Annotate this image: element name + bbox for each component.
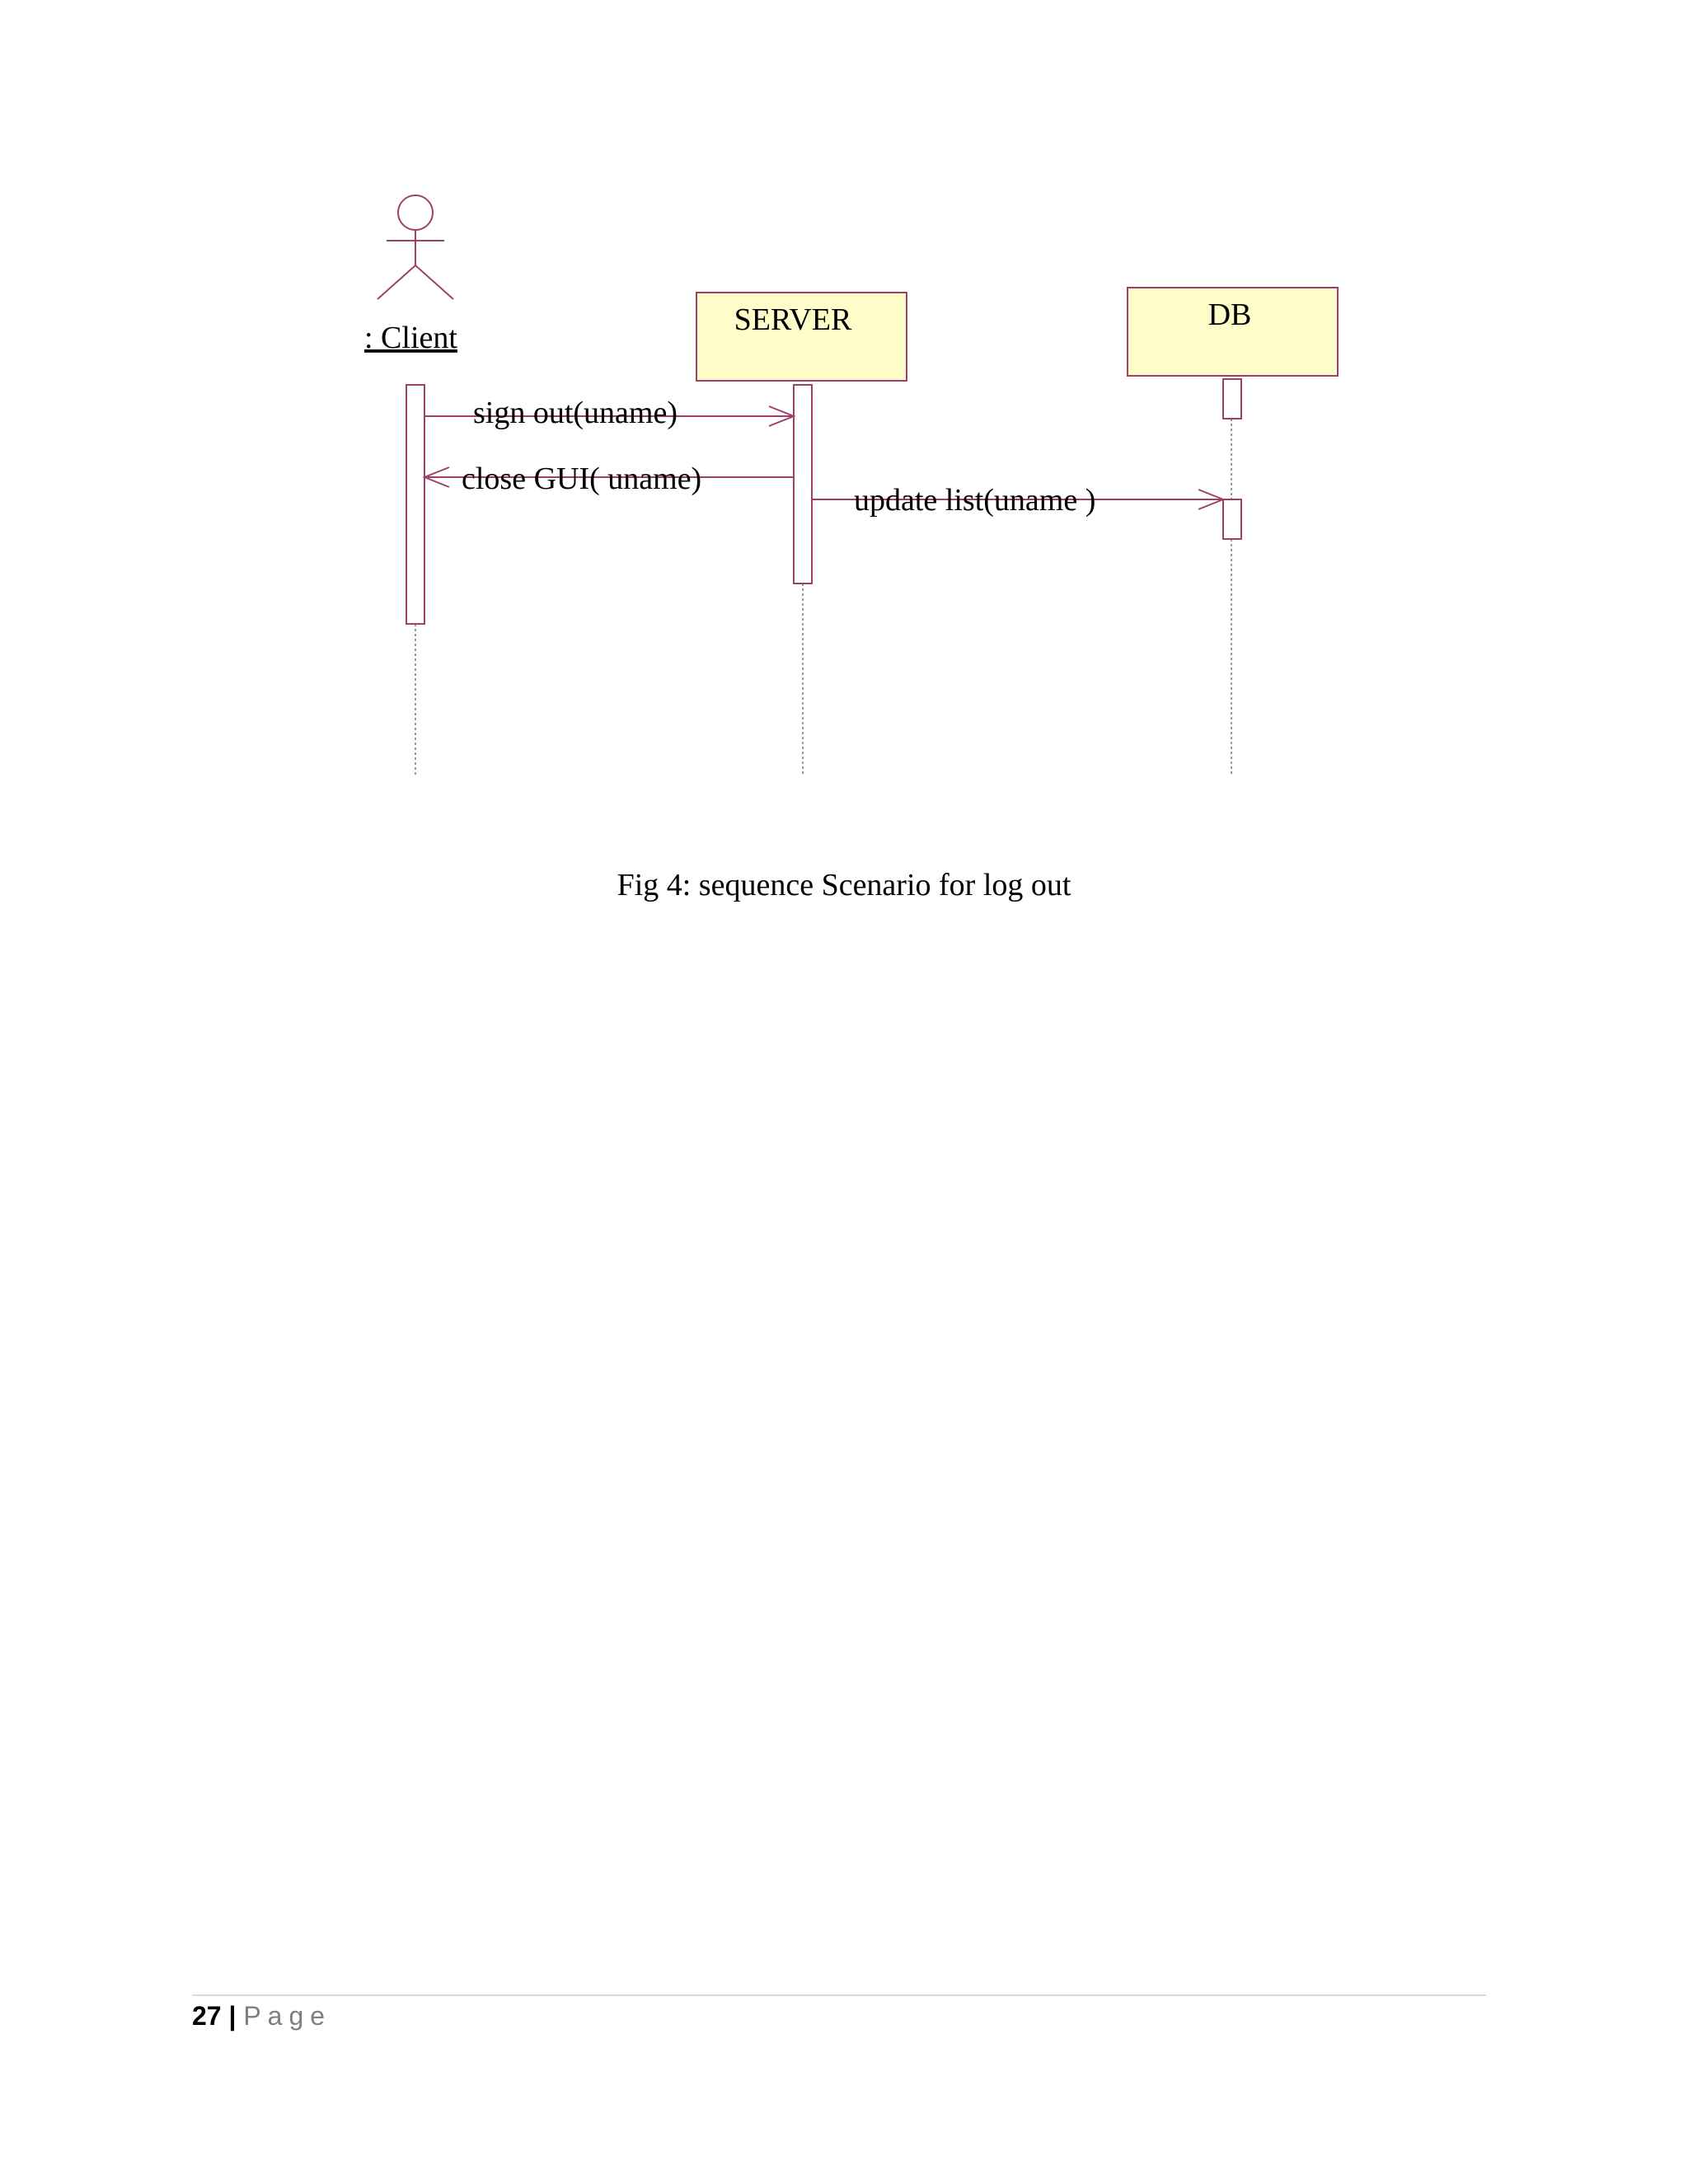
page-footer bbox=[192, 2001, 331, 2032]
server-object-label: SERVER bbox=[734, 302, 852, 337]
db-activation-bar-update bbox=[1223, 499, 1241, 539]
message-close-gui-label: close GUI( uname) bbox=[462, 462, 702, 496]
message-sign-out-label: sign out(uname) bbox=[473, 396, 678, 430]
message-update-list-label: update list(uname ) bbox=[854, 483, 1096, 518]
footer-divider bbox=[192, 1994, 1486, 1996]
db-object-label: DB bbox=[1207, 298, 1252, 332]
server-activation-bar bbox=[794, 385, 812, 583]
client-actor-label: : Client bbox=[364, 321, 457, 355]
figure-caption: Fig 4: sequence Scenario for log out bbox=[617, 868, 1071, 902]
db-activation-bar-top bbox=[1223, 379, 1241, 419]
page-word: Page bbox=[243, 2001, 332, 2031]
client-actor-icon bbox=[377, 195, 453, 299]
sequence-diagram bbox=[0, 0, 1688, 948]
page-number: 27 bbox=[192, 2001, 222, 2031]
client-activation-bar bbox=[406, 385, 424, 624]
footer-separator: | bbox=[228, 2001, 237, 2031]
